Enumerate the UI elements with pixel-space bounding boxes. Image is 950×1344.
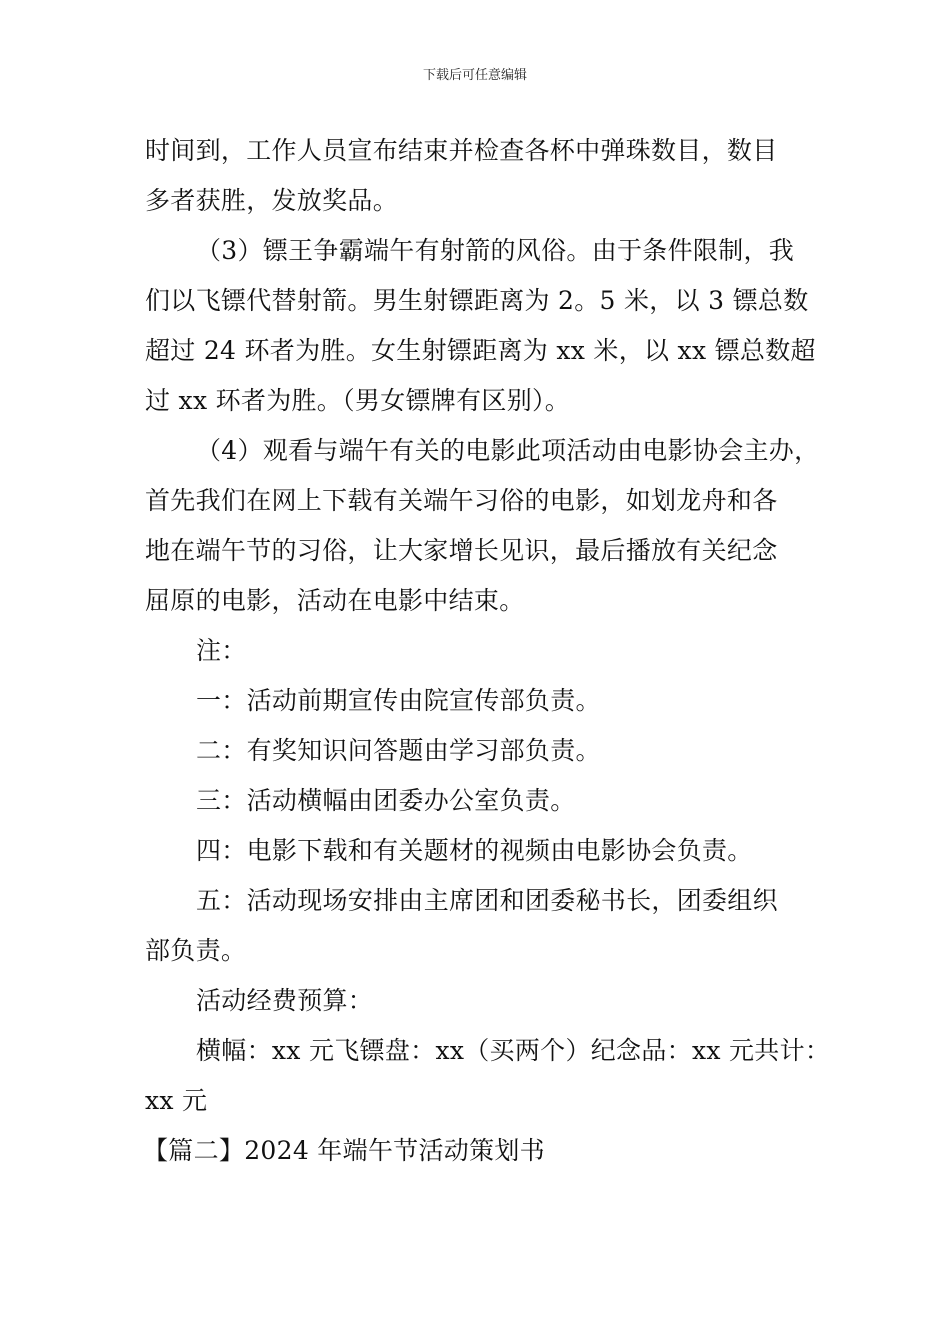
note-item-continued: 部负责。 [145,936,247,965]
paragraph-line: 们以飞镖代替射箭。男生射镖距离为 2。5 米，以 3 镖总数 [145,286,809,315]
paragraph-line: （3）镖王争霸端午有射箭的风俗。由于条件限制，我 [196,236,795,265]
document-body [143,126,831,1176]
note-label: 注： [196,636,247,665]
paragraph-line: 过 xx 环者为胜。（男女镖牌有区别）。 [145,386,571,415]
paragraph-line: 地在端午节的习俗，让大家增长见识，最后播放有关纪念 [145,536,778,565]
note-item: 三：活动横幅由团委办公室负责。 [196,786,576,815]
note-item: 一：活动前期宣传由院宣传部负责。 [196,686,601,715]
paragraph-line: 超过 24 环者为胜。女生射镖距离为 xx 米，以 xx 镖总数超 [145,336,816,365]
section-heading: 【篇二】2024 年端午节活动策划书 [143,1136,545,1165]
paragraph-line: 时间到，工作人员宣布结束并检查各杯中弹珠数目，数目 [145,136,778,165]
paragraph-line: 多者获胜，发放奖品。 [145,186,399,215]
paragraph-line: 屈原的电影，活动在电影中结束。 [145,586,525,615]
paragraph-line: 首先我们在网上下载有关端午习俗的电影，如划龙舟和各 [145,486,778,515]
note-item: 四：电影下载和有关题材的视频由电影协会负责。 [196,836,753,865]
note-item: 五：活动现场安排由主席团和团委秘书长，团委组织 [196,886,778,915]
budget-line-continued: xx 元 [145,1086,208,1115]
budget-line: 横幅：xx 元飞镖盘：xx（买两个）纪念品：xx 元共计： [196,1036,831,1065]
budget-label: 活动经费预算： [196,986,374,1015]
page-header-note: 下载后可任意编辑 [422,68,527,83]
paragraph-line: （4）观看与端午有关的电影此项活动由电影协会主办， [196,436,820,465]
note-item: 二：有奖知识问答题由学习部负责。 [196,736,601,765]
